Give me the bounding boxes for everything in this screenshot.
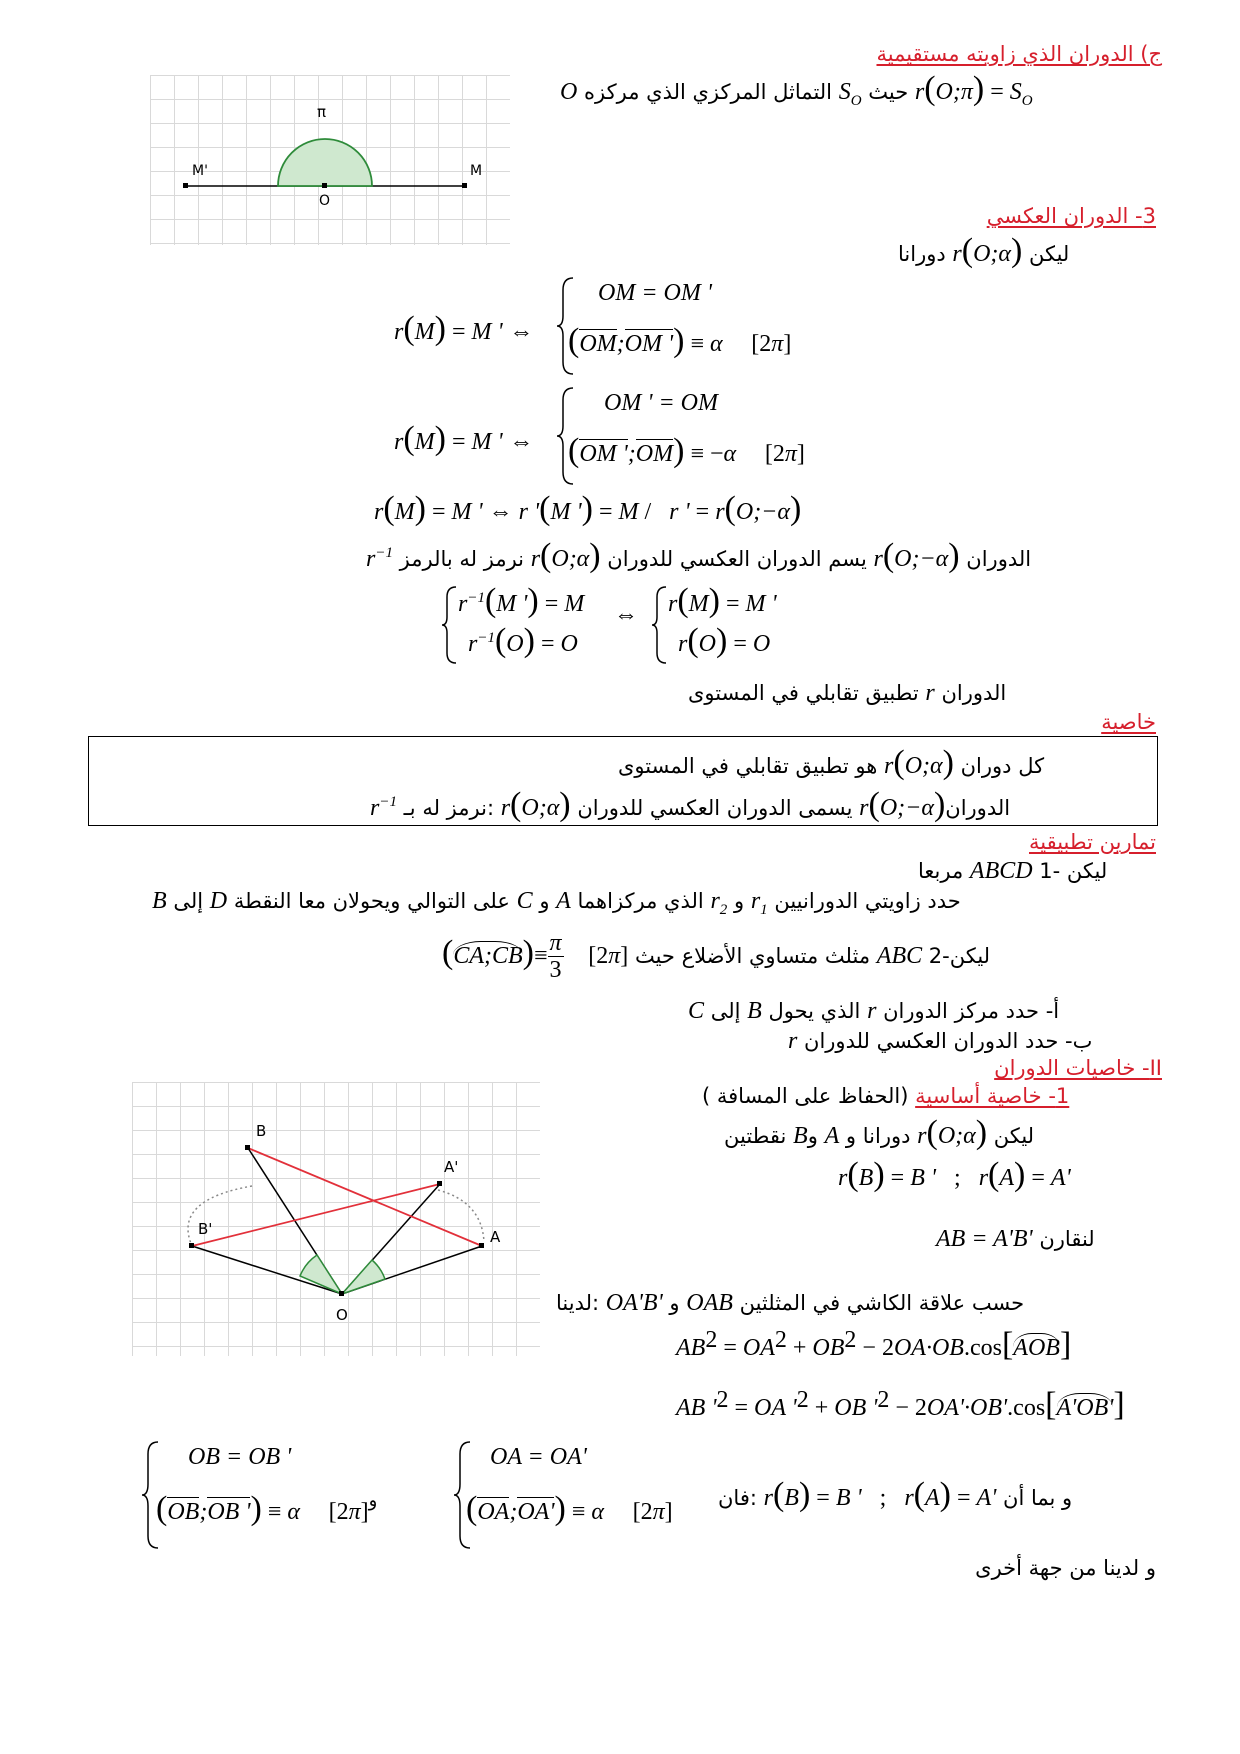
system-2-eq2: (OM ';OM) ≡ −α [2π] <box>568 432 805 469</box>
central-symmetry-text: التماثل المركزي الذي مركزه <box>584 80 833 104</box>
compare-word: لنقارن <box>1039 1227 1095 1251</box>
bijective-line: تطبيق تقابلي في المستوى r الدوران <box>688 680 1007 706</box>
ex1-square-word: مربعا <box>918 859 964 883</box>
law-of-cosines-1: $AB^2 = OA^2 + OB^2 - 2OA\cdot OB.\cos[AOB]$ <box>676 1326 1072 1363</box>
kashi-text: حسب علاقة الكاشي في المثلثين <box>739 1291 1025 1315</box>
sub1-heading: 1- خاصية أساسية <box>915 1084 1070 1108</box>
let-rotation-line: دورانا r(O;α) ليكن <box>898 232 1070 269</box>
rotation-distance-figure <box>132 1082 540 1356</box>
and-word-1: و <box>807 1124 818 1148</box>
let-word-2: ليكن <box>993 1124 1035 1148</box>
system-1-eq2: (OM;OM ') ≡ α [2π] <box>568 322 792 359</box>
system-oa-eq1: OA = OA' <box>490 1444 587 1470</box>
denote-text: نرمز له بالرمز <box>399 547 524 571</box>
system-3-eq1: $r^{-1}(M$ ') = M <box>458 582 585 619</box>
property-every-rotation: كل دوران <box>960 754 1045 778</box>
bottom-and-word: و <box>368 1490 378 1511</box>
system-3-right-brace <box>650 585 670 665</box>
sub1-note: ( الحفاظ على المسافة) <box>702 1084 909 1108</box>
fig-a-label: A <box>490 1228 501 1246</box>
exercises-heading: تمارين تطبيقية <box>1029 830 1156 854</box>
since-line: فان: r(B) = B ' ; r(A) = A' و بما أن <box>718 1476 1073 1513</box>
ex1-resp-text: على التوالي ويحولان معا النقطة <box>233 889 510 913</box>
exercise-2-line-1: (CA;CB)≡ $\frac{\pi}{3}$ [2π] مثلث متساوي الأضلاع حيث ABC ليكن-2 <box>442 930 991 984</box>
system-1-eq1: OM = OM ' <box>598 280 712 306</box>
system-3-eq3: r(M) = M ' <box>668 582 777 619</box>
ex1-number: -1 <box>1039 859 1061 883</box>
ex1-and-2: و <box>733 889 745 913</box>
exercise-1-line-2: B إلى D على التوالي ويحولان معا النقطة C و A الذي مركزاهما $r_2$ و $r_1$ حدد زاويتي الدورانيين <box>152 888 961 918</box>
straight-angle-formula-line: O التماثل المركزي الذي مركزه $S_O$ حيث r(O;π) = $S_O$ <box>560 70 1033 109</box>
property-denote-text: نرمز له بـ: <box>403 796 495 820</box>
rotation-word-3: الدوران <box>941 681 1007 705</box>
system-ob-eq2: (OB;OB ') ≡ α [2π]و <box>156 1490 378 1527</box>
property-line-1: هو تطبيق تقابلي في المستوى r(O;α) كل دوران <box>618 744 1045 781</box>
ex1-determine-text: حدد زاويتي الدورانيين <box>774 889 961 913</box>
let-rotation-points-line: نقطتين Bو A دورانا و r(O;α) ليكن <box>724 1114 1035 1151</box>
inverse-definition-line: $r^{-1}$ نرمز له بالرمز r(O;α) يسم الدوران العكسي للدوران r(O;−α) الدوران <box>366 537 1032 574</box>
m-prime-label: M' <box>192 163 208 179</box>
system-3-equiv: ⇔ <box>614 602 638 628</box>
law-of-cosines-2: AB '$^2$ = OA '$^2$ + OB '$^2 - 2OA'\cdot OB'.\cos[A'OB']$ <box>676 1386 1125 1423</box>
other-hand-line: و لدينا من جهة أخرى <box>975 1556 1156 1580</box>
we-have-word: لدينا: <box>556 1291 600 1315</box>
fig-b-label: B <box>256 1122 267 1140</box>
fig-o-label: O <box>336 1306 348 1324</box>
rotation-word-2: الدوران <box>966 547 1032 571</box>
property-heading: خاصية <box>1101 710 1156 734</box>
system-1-lhs: r(M) = M ' ⇔ <box>394 310 534 347</box>
system-3-left-brace <box>440 585 460 665</box>
let-word: ليكن <box>1029 242 1070 266</box>
property-bijective-text: هو تطبيق تقابلي في المستوى <box>618 754 878 778</box>
part-2-heading: II- خاصيات الدوران <box>994 1056 1162 1080</box>
exercise-2-b: r ب- حدد الدوران العكسي للدوران <box>788 1028 1093 1054</box>
straight-angle-figure <box>150 75 510 245</box>
straight-angle-svg <box>150 75 510 245</box>
ex1-let-word: ليكن <box>1066 859 1108 883</box>
ex2-triangle-text: مثلث متساوي الأضلاع حيث <box>634 943 871 968</box>
where-text: حيث <box>868 80 909 104</box>
o-label: O <box>319 193 331 209</box>
bijective-text: تطبيق تقابلي في المستوى <box>688 681 919 705</box>
kashi-line: لدينا: OA'B' و OAB حسب علاقة الكاشي في المثلثين <box>556 1290 1025 1316</box>
ex2-number: -2 <box>928 943 950 968</box>
m-label: M <box>470 163 483 179</box>
ex2-a-text: أ- حدد مركز الدوران <box>883 999 1060 1023</box>
exercise-1-line-1: مربعا ABCD ليكن -1 <box>918 858 1108 884</box>
then-word: فان: <box>718 1486 757 1510</box>
system-oa-eq2: (OA;OA') ≡ α [2π] <box>466 1490 673 1527</box>
inverse-equivalence-line: r(M) = M ' ⇔ r '(M ') = M / r ' = r(O;−α) <box>374 490 802 527</box>
ex1-and-1: و <box>539 889 550 913</box>
section-c-heading: ج) الدوران الذي زاويته مستقيمية <box>876 42 1162 66</box>
kashi-and-word: و <box>669 1291 680 1315</box>
exercise-2-a: C إلى B الذي يحول r أ- حدد مركز الدوران <box>688 998 1060 1024</box>
rotation-and-text: دورانا و <box>845 1124 911 1148</box>
property-line-2: $r^{-1}$ نرمز له بـ: r(O;α) يسمى الدوران العكسي للدوران r(O;−α)الدوران <box>370 786 1011 823</box>
called-inverse-text: يسم الدوران العكسي للدوران <box>607 547 867 571</box>
since-word: و بما أن <box>1003 1486 1073 1510</box>
system-3-eq2: $r^{-1}(O) = O$ <box>468 622 578 659</box>
compare-line: AB = A'B' لنقارن <box>936 1226 1095 1252</box>
fig-b-prime-label: B' <box>198 1220 213 1238</box>
property-rotation-word: الدوران <box>945 796 1011 820</box>
two-points-text: نقطتين <box>724 1124 787 1148</box>
rotation-word: دورانا <box>898 242 946 266</box>
ex2-a-transforms: الذي يحول <box>768 999 861 1023</box>
fig-a-prime-label: A' <box>444 1158 459 1176</box>
pi-label: π <box>317 103 327 121</box>
section-3-heading: 3- الدوران العكسي <box>986 204 1156 228</box>
system-2-eq1: OM ' = OM <box>604 390 718 416</box>
ex1-centers-text: الذي مركزاهما <box>577 889 704 913</box>
system-3-eq4: r(O) = O <box>678 622 771 659</box>
images-line: r(B) = B ' ; r(A) = A' <box>838 1156 1071 1193</box>
ex2-let-word: ليكن <box>949 943 991 968</box>
system-2-lhs: r(M) = M ' ⇔ <box>394 420 534 457</box>
system-ob-eq1: OB = OB ' <box>188 1444 292 1470</box>
ex2-to-word: إلى <box>710 999 741 1023</box>
part-2-sub-1 <box>702 1084 1069 1108</box>
property-inverse-text: يسمى الدوران العكسي للدوران <box>577 796 853 820</box>
ex2-b-text: ب- حدد الدوران العكسي للدوران <box>804 1029 1093 1053</box>
ex1-to-word: إلى <box>173 889 204 913</box>
